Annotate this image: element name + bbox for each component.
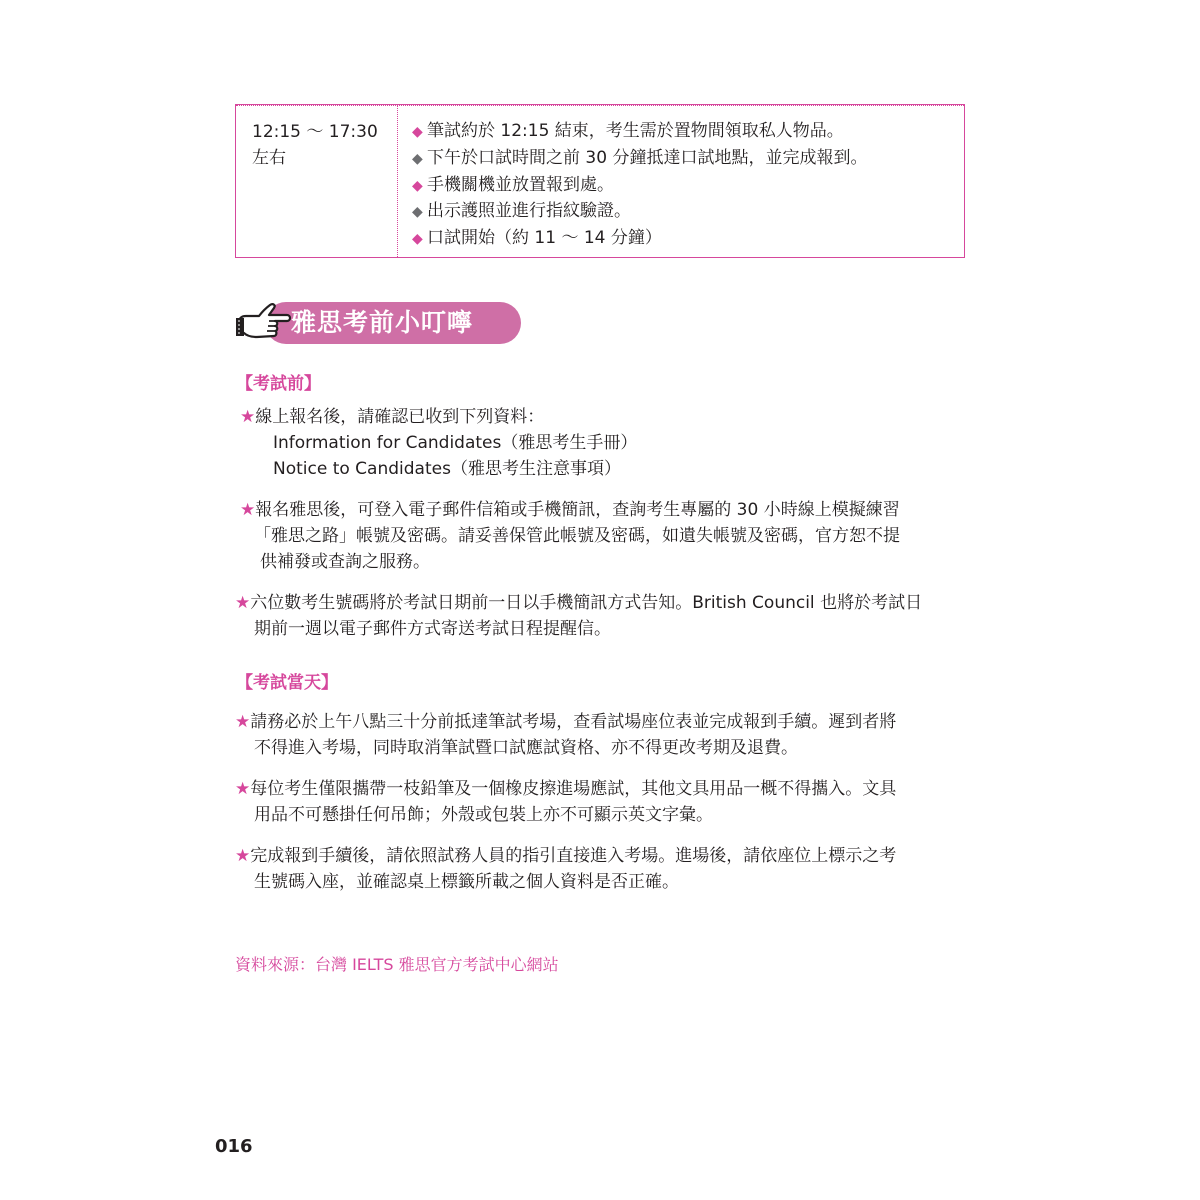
time-approx: 左右 — [252, 148, 286, 168]
star-bullet-icon: ★ — [235, 846, 251, 866]
time-cell — [236, 105, 398, 257]
section-heading-exam-day: 【考試當天】 — [236, 673, 338, 693]
step-item: ◆ 口試開始（約 11 ～ 14 分鐘） — [412, 226, 964, 253]
diamond-bullet-icon: ◆ — [412, 204, 423, 221]
list-item: ★請務必於上午八點三十分前抵達筆試考場，查看試場座位表並完成報到手續。遲到者將 不得進入考場，同時取消筆試暨口試應試資格、亦不得更改考期及退費。 — [235, 712, 897, 758]
banner-title: 雅思考前小叮嚀 — [291, 308, 474, 337]
star-bullet-icon: ★ — [235, 712, 251, 732]
source-note: 資料來源：台灣 IELTS 雅思官方考試中心網站 — [235, 955, 559, 974]
list-item: ★報名雅思後，可登入電子郵件信箱或手機簡訊，查詢考生專屬的 30 小時線上模擬練習 「雅思之路」帳號及密碼。請妥善保管此帳號及密碼，如遺失帳號及密碼，官方恕不提 供補發或查詢之服務。 — [240, 500, 900, 572]
diamond-bullet-icon: ◆ — [412, 231, 423, 248]
step-item: ◆ 手機關機並放置報到處。 — [412, 173, 964, 200]
step-item: ◆ 出示護照並進行指紋驗證。 — [412, 199, 964, 226]
section-banner — [235, 300, 525, 346]
list-item: ★完成報到手續後，請依照試務人員的指引直接進入考場。進場後，請依座位上標示之考 生號碼入座，並確認桌上標籤所載之個人資料是否正確。 — [235, 846, 897, 892]
time-range: 12:15 ～ 17:30 — [252, 122, 378, 142]
list-item: ★每位考生僅限攜帶一枝鉛筆及一個橡皮擦進場應試，其他文具用品一概不得攜入。文具 用品不可懸掛任何吊飾；外殼或包裝上亦不可顯示英文字彙。 — [235, 779, 897, 825]
steps-cell — [398, 105, 964, 257]
star-bullet-icon: ★ — [240, 500, 256, 520]
star-bullet-icon: ★ — [235, 593, 251, 613]
step-item: ◆ 下午於口試時間之前 30 分鐘抵達口試地點，並完成報到。 — [412, 146, 964, 173]
schedule-table — [235, 104, 965, 258]
star-bullet-icon: ★ — [235, 779, 251, 799]
diamond-bullet-icon: ◆ — [412, 177, 423, 194]
diamond-bullet-icon: ◆ — [412, 124, 423, 140]
page-number: 016 — [215, 1136, 253, 1157]
list-item: ★六位數考生號碼將於考試日期前一日以手機簡訊方式告知。British Council 也將於考試日 期前一週以電子郵件方式寄送考試日程提醒信。 — [235, 593, 923, 639]
step-item: ◆ 筆試約於 12:15 結束，考生需於置物間領取私人物品。 — [412, 119, 964, 146]
star-bullet-icon: ★ — [240, 407, 256, 427]
list-item: ★線上報名後，請確認已收到下列資料： Information for Candidates（雅思考生手冊） Notice to Candidates（雅思考生注意事項） — [240, 407, 638, 479]
section-heading-before: 【考試前】 — [236, 374, 321, 394]
pointing-hand-icon — [235, 300, 293, 346]
diamond-bullet-icon: ◆ — [412, 150, 423, 167]
